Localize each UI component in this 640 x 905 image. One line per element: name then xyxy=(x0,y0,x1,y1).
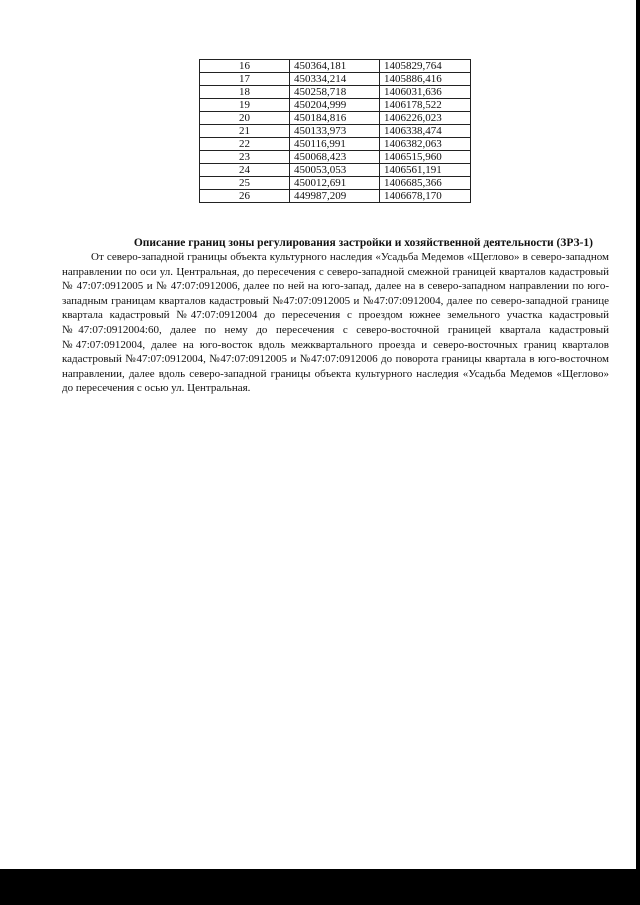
table-row xyxy=(200,86,471,99)
x-coordinate-cell: 450334,214 xyxy=(290,73,380,86)
x-coordinate-cell: 450258,718 xyxy=(290,86,380,99)
table-row xyxy=(200,190,471,203)
table-row xyxy=(200,112,471,125)
point-number-cell: 20 xyxy=(200,112,290,125)
table-row xyxy=(200,73,471,86)
section-heading: Описание границ зоны регулирования застройки и хозяйственной деятельности (ЗРЗ-1) xyxy=(133,237,593,249)
point-number-cell: 23 xyxy=(200,151,290,164)
y-coordinate-cell: 1406031,636 xyxy=(380,86,471,99)
section-paragraph: От северо-западной границы объекта культурного наследия «Усадьба Медемов «Щеглово» в северо-западном направлении по оси ул. Центральная, до пересечения с северо-западной смежной границей кварталов кадастровый № 47:07:0912005 и № 47:07:0912006, далее по ней на юго-запад, далее на в северо-западном направлении по юго-западным границам кварталов кадастровый №47:07:0912005 и №47:07:0912004, далее по северо-западной границе квартала кадастровый №47:07:0912004 до пересечения с проездом южнее земельного участка кадастровый №47:07:0912004:60, далее по нему до пересечения с северо-восточной границей квартала кадастровый №47:07:0912004, далее на юго-восток вдоль межквартального проезда и северо-восточных границ кварталов кадастровый №47:07:0912004, №47:07:0912005 и №47:07:0912006 до поворота границы квартала в юго-восточном направлении, далее вдоль северо-западной границы объекта культурного наследия «Усадьба Медемов «Щеглово» до пересечения с осью ул. Центральная. xyxy=(62,251,609,395)
y-coordinate-cell: 1406178,522 xyxy=(380,99,471,112)
y-coordinate-cell: 1405829,764 xyxy=(380,60,471,73)
y-coordinate-cell: 1406382,063 xyxy=(380,138,471,151)
table-row xyxy=(200,138,471,151)
y-coordinate-cell: 1406561,191 xyxy=(380,164,471,177)
table-row xyxy=(200,164,471,177)
scan-edge-bottom xyxy=(0,869,640,905)
x-coordinate-cell: 450068,423 xyxy=(290,151,380,164)
table-row xyxy=(200,151,471,164)
y-coordinate-cell: 1406678,170 xyxy=(380,190,471,203)
point-number-cell: 17 xyxy=(200,73,290,86)
x-coordinate-cell: 449987,209 xyxy=(290,190,380,203)
point-number-cell: 24 xyxy=(200,164,290,177)
point-number-cell: 26 xyxy=(200,190,290,203)
table-row xyxy=(200,99,471,112)
y-coordinate-cell: 1406338,474 xyxy=(380,125,471,138)
point-number-cell: 18 xyxy=(200,86,290,99)
scan-edge-right xyxy=(636,0,640,905)
point-number-cell: 22 xyxy=(200,138,290,151)
point-number-cell: 19 xyxy=(200,99,290,112)
point-number-cell: 21 xyxy=(200,125,290,138)
y-coordinate-cell: 1406515,960 xyxy=(380,151,471,164)
table-row xyxy=(200,60,471,73)
x-coordinate-cell: 450204,999 xyxy=(290,99,380,112)
coordinates-table xyxy=(199,59,471,203)
point-number-cell: 16 xyxy=(200,60,290,73)
y-coordinate-cell: 1406685,366 xyxy=(380,177,471,190)
x-coordinate-cell: 450133,973 xyxy=(290,125,380,138)
table-row xyxy=(200,177,471,190)
table-row xyxy=(200,125,471,138)
point-number-cell: 25 xyxy=(200,177,290,190)
x-coordinate-cell: 450012,691 xyxy=(290,177,380,190)
x-coordinate-cell: 450116,991 xyxy=(290,138,380,151)
x-coordinate-cell: 450364,181 xyxy=(290,60,380,73)
y-coordinate-cell: 1406226,023 xyxy=(380,112,471,125)
x-coordinate-cell: 450184,816 xyxy=(290,112,380,125)
x-coordinate-cell: 450053,053 xyxy=(290,164,380,177)
y-coordinate-cell: 1405886,416 xyxy=(380,73,471,86)
